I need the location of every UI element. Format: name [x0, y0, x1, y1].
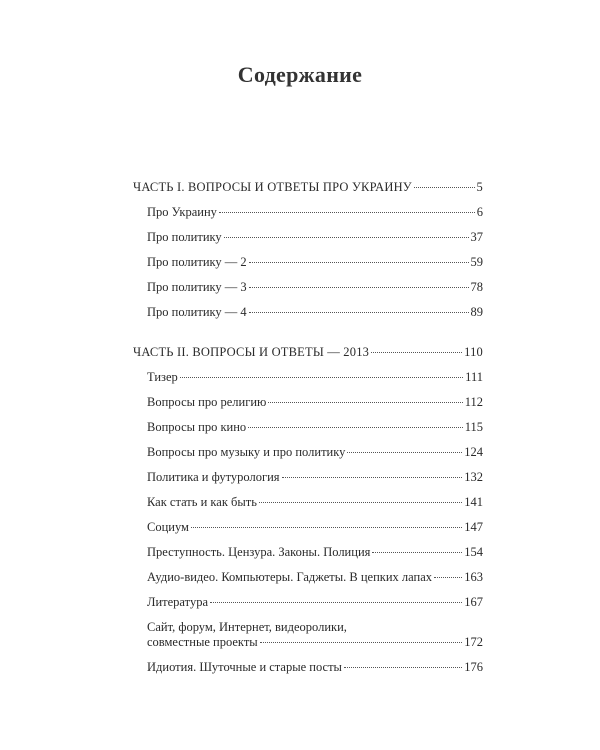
toc-page-number: 115	[464, 420, 483, 434]
toc-item-label: Про политику — 2	[147, 255, 247, 269]
leader-dots	[259, 502, 462, 503]
leader-dots	[344, 667, 462, 668]
toc-item-label: Вопросы про религию	[147, 395, 267, 409]
toc-page-number: 89	[470, 305, 483, 319]
toc-item[interactable]	[133, 305, 483, 320]
toc-item-label: Преступность. Цензура. Законы. Полиция	[147, 545, 371, 559]
leader-dots	[347, 452, 462, 453]
toc-part-2[interactable]	[133, 345, 483, 360]
toc-page-number: 141	[464, 495, 483, 509]
toc-page-number: 167	[464, 595, 483, 609]
toc-item[interactable]	[133, 445, 483, 460]
toc-item-label: Про Украину	[147, 205, 217, 219]
leader-dots	[224, 237, 469, 238]
toc-item-label-line1: Сайт, форум, Интернет, видеоролики,	[147, 620, 347, 634]
toc-item[interactable]	[133, 620, 483, 650]
toc-part-label: ЧАСТЬ II. ВОПРОСЫ И ОТВЕТЫ — 2013	[133, 345, 370, 359]
leader-dots	[180, 377, 463, 378]
toc-page-number: 37	[470, 230, 483, 244]
toc-part-label: ЧАСТЬ I. ВОПРОСЫ И ОТВЕТЫ ПРО УКРАИНУ	[133, 180, 412, 194]
toc-item-label: Социум	[147, 520, 189, 534]
leader-dots	[371, 352, 462, 353]
table-of-contents	[133, 180, 483, 675]
leader-dots	[434, 577, 462, 578]
leader-dots	[414, 187, 475, 188]
toc-item[interactable]	[133, 420, 483, 435]
leader-dots	[260, 642, 463, 643]
toc-item[interactable]	[133, 205, 483, 220]
toc-item[interactable]	[133, 660, 483, 675]
toc-item[interactable]	[133, 470, 483, 485]
toc-item-label: Литература	[147, 595, 208, 609]
toc-item[interactable]	[133, 255, 483, 270]
toc-page-number: 111	[465, 370, 483, 384]
toc-item-label: совместные проекты	[147, 635, 258, 649]
toc-item[interactable]	[133, 545, 483, 560]
toc-page-number: 154	[464, 545, 483, 559]
toc-page-number: 132	[464, 470, 483, 484]
toc-page-number: 176	[464, 660, 483, 674]
toc-page-number: 59	[470, 255, 483, 269]
toc-part-1[interactable]	[133, 180, 483, 195]
toc-item-label: Про политику — 4	[147, 305, 247, 319]
toc-item-label: Тизер	[147, 370, 178, 384]
leader-dots	[210, 602, 462, 603]
toc-page-number: 163	[464, 570, 483, 584]
toc-page-number: 124	[464, 445, 483, 459]
toc-item-label: Вопросы про музыку и про политику	[147, 445, 346, 459]
toc-item[interactable]	[133, 495, 483, 510]
toc-page-number: 6	[476, 205, 483, 219]
leader-dots	[249, 312, 469, 313]
toc-item-label: Аудио-видео. Компьютеры. Гаджеты. В цепких лапах	[147, 570, 433, 584]
leader-dots	[219, 212, 475, 213]
toc-item[interactable]	[133, 280, 483, 295]
toc-page-number: 110	[464, 345, 483, 359]
toc-item[interactable]	[133, 230, 483, 245]
page-title: Содержание	[237, 62, 363, 87]
toc-item-label: Идиотия. Шуточные и старые посты	[147, 660, 342, 674]
leader-dots	[248, 427, 463, 428]
toc-page-number: 5	[476, 180, 483, 194]
leader-dots	[249, 287, 469, 288]
toc-item-label: Вопросы про кино	[147, 420, 247, 434]
toc-item-label: Как стать и как быть	[147, 495, 257, 509]
toc-item-label: Про политику — 3	[147, 280, 247, 294]
toc-page-number: 172	[464, 635, 483, 649]
toc-item[interactable]	[133, 395, 483, 410]
toc-page-number: 78	[470, 280, 483, 294]
toc-item[interactable]	[133, 370, 483, 385]
toc-item-label: Про политику	[147, 230, 222, 244]
toc-item[interactable]	[133, 595, 483, 610]
toc-item[interactable]	[133, 520, 483, 535]
toc-item-label: Политика и футурология	[147, 470, 280, 484]
leader-dots	[249, 262, 469, 263]
leader-dots	[282, 477, 463, 478]
toc-page-number: 112	[464, 395, 483, 409]
toc-item[interactable]	[133, 570, 483, 585]
leader-dots	[268, 402, 462, 403]
leader-dots	[191, 527, 462, 528]
leader-dots	[372, 552, 462, 553]
toc-page-number: 147	[464, 520, 483, 534]
